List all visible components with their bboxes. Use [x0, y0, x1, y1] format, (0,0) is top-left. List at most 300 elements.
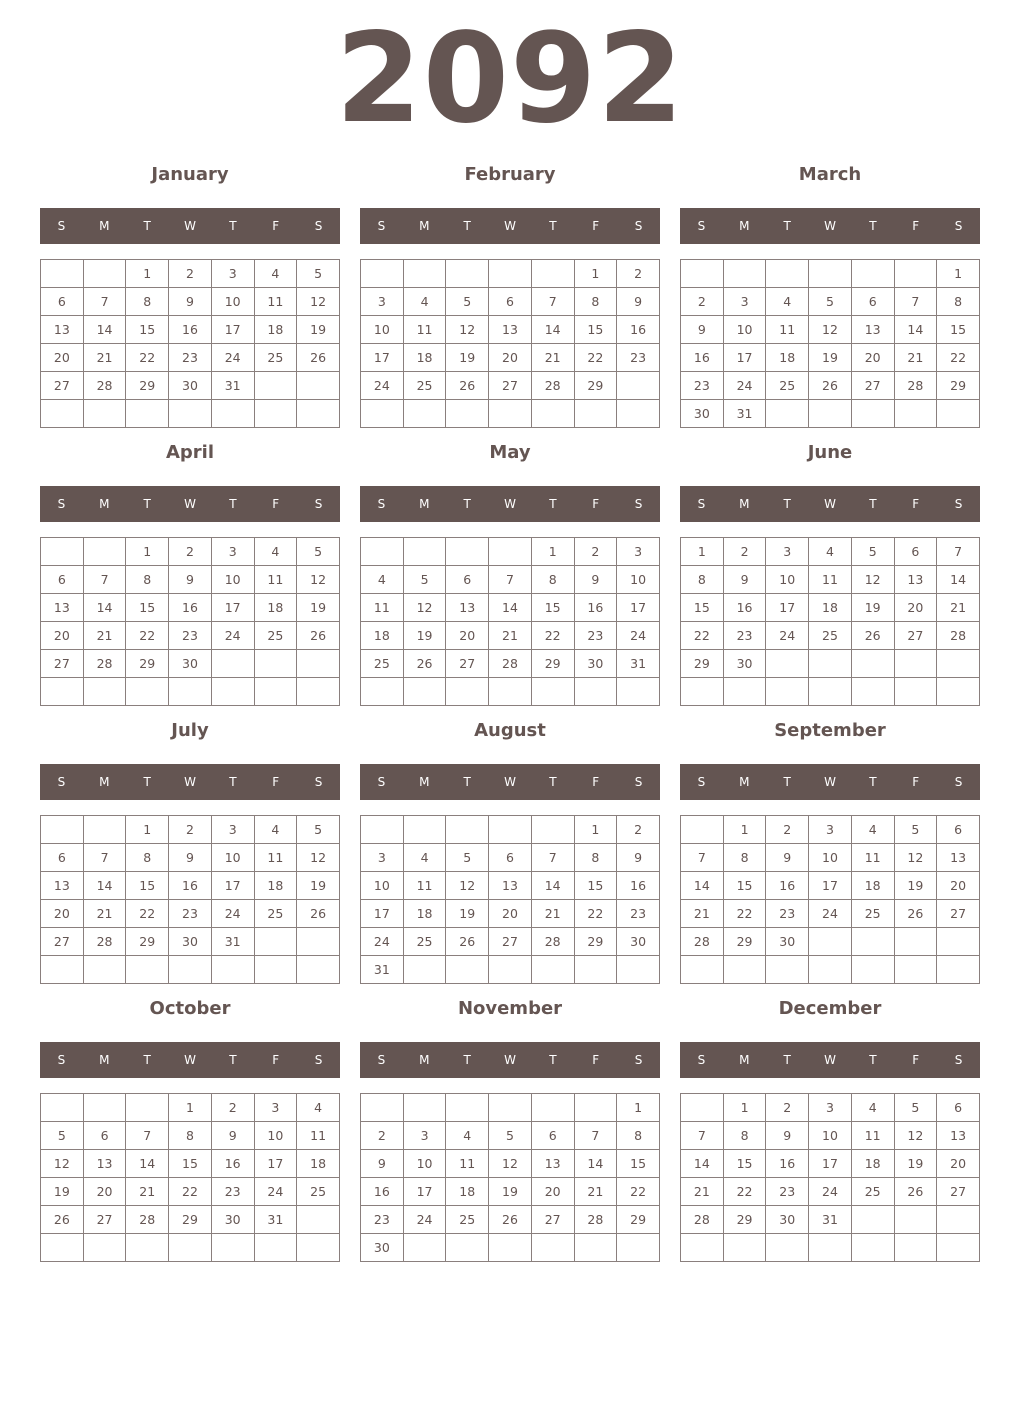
day-cell[interactable]: 4: [809, 538, 852, 566]
day-cell[interactable]: 7: [937, 538, 980, 566]
day-cell[interactable]: 4: [403, 844, 446, 872]
day-cell[interactable]: 10: [254, 1122, 297, 1150]
day-cell[interactable]: 19: [297, 316, 340, 344]
day-cell[interactable]: 3: [361, 844, 404, 872]
day-cell[interactable]: 8: [681, 566, 724, 594]
day-cell[interactable]: 30: [766, 1206, 809, 1234]
day-cell[interactable]: 18: [361, 622, 404, 650]
day-cell[interactable]: 6: [41, 288, 84, 316]
day-cell[interactable]: 19: [403, 622, 446, 650]
day-cell[interactable]: 6: [531, 1122, 574, 1150]
day-cell[interactable]: 3: [617, 538, 660, 566]
day-cell[interactable]: 1: [723, 1094, 766, 1122]
day-cell[interactable]: 1: [169, 1094, 212, 1122]
day-cell[interactable]: 12: [894, 1122, 937, 1150]
day-cell[interactable]: 26: [297, 344, 340, 372]
day-cell[interactable]: 30: [723, 650, 766, 678]
day-cell[interactable]: 3: [809, 816, 852, 844]
day-cell[interactable]: 20: [937, 1150, 980, 1178]
day-cell[interactable]: 8: [126, 566, 169, 594]
day-cell[interactable]: 19: [851, 594, 894, 622]
day-cell[interactable]: 20: [41, 622, 84, 650]
day-cell[interactable]: 23: [211, 1178, 254, 1206]
day-cell[interactable]: 12: [851, 566, 894, 594]
day-cell[interactable]: 6: [937, 816, 980, 844]
day-cell[interactable]: 27: [83, 1206, 126, 1234]
day-cell[interactable]: 20: [489, 344, 532, 372]
day-cell[interactable]: 2: [681, 288, 724, 316]
day-cell[interactable]: 25: [851, 900, 894, 928]
day-cell[interactable]: 13: [531, 1150, 574, 1178]
day-cell[interactable]: 22: [574, 344, 617, 372]
day-cell[interactable]: 16: [723, 594, 766, 622]
day-cell[interactable]: 2: [169, 260, 212, 288]
day-cell[interactable]: 16: [211, 1150, 254, 1178]
day-cell[interactable]: 28: [83, 372, 126, 400]
day-cell[interactable]: 28: [126, 1206, 169, 1234]
day-cell[interactable]: 30: [681, 400, 724, 428]
day-cell[interactable]: 25: [809, 622, 852, 650]
day-cell[interactable]: 26: [41, 1206, 84, 1234]
day-cell[interactable]: 26: [489, 1206, 532, 1234]
day-cell[interactable]: 6: [851, 288, 894, 316]
day-cell[interactable]: 8: [574, 844, 617, 872]
day-cell[interactable]: 23: [617, 900, 660, 928]
day-cell[interactable]: 29: [126, 650, 169, 678]
day-cell[interactable]: 12: [41, 1150, 84, 1178]
day-cell[interactable]: 26: [446, 372, 489, 400]
day-cell[interactable]: 30: [211, 1206, 254, 1234]
day-cell[interactable]: 4: [446, 1122, 489, 1150]
day-cell[interactable]: 9: [361, 1150, 404, 1178]
day-cell[interactable]: 22: [126, 344, 169, 372]
day-cell[interactable]: 11: [297, 1122, 340, 1150]
day-cell[interactable]: 14: [83, 594, 126, 622]
day-cell[interactable]: 27: [446, 650, 489, 678]
day-cell[interactable]: 7: [574, 1122, 617, 1150]
day-cell[interactable]: 3: [403, 1122, 446, 1150]
day-cell[interactable]: 28: [681, 928, 724, 956]
day-cell[interactable]: 16: [681, 344, 724, 372]
day-cell[interactable]: 15: [126, 594, 169, 622]
day-cell[interactable]: 11: [809, 566, 852, 594]
day-cell[interactable]: 18: [254, 316, 297, 344]
day-cell[interactable]: 4: [254, 260, 297, 288]
day-cell[interactable]: 14: [681, 1150, 724, 1178]
day-cell[interactable]: 25: [766, 372, 809, 400]
day-cell[interactable]: 22: [531, 622, 574, 650]
day-cell[interactable]: 13: [937, 1122, 980, 1150]
day-cell[interactable]: 18: [403, 344, 446, 372]
day-cell[interactable]: 9: [169, 566, 212, 594]
day-cell[interactable]: 29: [169, 1206, 212, 1234]
day-cell[interactable]: 17: [211, 594, 254, 622]
day-cell[interactable]: 22: [126, 900, 169, 928]
day-cell[interactable]: 4: [297, 1094, 340, 1122]
day-cell[interactable]: 12: [297, 566, 340, 594]
day-cell[interactable]: 27: [937, 1178, 980, 1206]
day-cell[interactable]: 12: [446, 872, 489, 900]
day-cell[interactable]: 20: [41, 900, 84, 928]
day-cell[interactable]: 19: [446, 344, 489, 372]
day-cell[interactable]: 15: [531, 594, 574, 622]
day-cell[interactable]: 6: [489, 844, 532, 872]
day-cell[interactable]: 28: [531, 372, 574, 400]
day-cell[interactable]: 12: [403, 594, 446, 622]
day-cell[interactable]: 20: [446, 622, 489, 650]
day-cell[interactable]: 21: [531, 900, 574, 928]
day-cell[interactable]: 16: [617, 872, 660, 900]
day-cell[interactable]: 18: [297, 1150, 340, 1178]
day-cell[interactable]: 9: [766, 1122, 809, 1150]
day-cell[interactable]: 9: [574, 566, 617, 594]
day-cell[interactable]: 28: [681, 1206, 724, 1234]
day-cell[interactable]: 23: [681, 372, 724, 400]
day-cell[interactable]: 29: [574, 372, 617, 400]
day-cell[interactable]: 25: [254, 622, 297, 650]
day-cell[interactable]: 11: [254, 288, 297, 316]
day-cell[interactable]: 18: [254, 594, 297, 622]
day-cell[interactable]: 29: [723, 928, 766, 956]
day-cell[interactable]: 30: [169, 650, 212, 678]
day-cell[interactable]: 25: [254, 344, 297, 372]
day-cell[interactable]: 2: [617, 260, 660, 288]
day-cell[interactable]: 17: [361, 900, 404, 928]
day-cell[interactable]: 20: [531, 1178, 574, 1206]
day-cell[interactable]: 27: [531, 1206, 574, 1234]
day-cell[interactable]: 29: [617, 1206, 660, 1234]
day-cell[interactable]: 27: [489, 372, 532, 400]
day-cell[interactable]: 14: [83, 316, 126, 344]
day-cell[interactable]: 9: [169, 288, 212, 316]
day-cell[interactable]: 1: [126, 538, 169, 566]
day-cell[interactable]: 4: [254, 538, 297, 566]
day-cell[interactable]: 15: [723, 872, 766, 900]
day-cell[interactable]: 16: [574, 594, 617, 622]
day-cell[interactable]: 21: [126, 1178, 169, 1206]
day-cell[interactable]: 13: [41, 594, 84, 622]
day-cell[interactable]: 13: [489, 316, 532, 344]
day-cell[interactable]: 31: [211, 928, 254, 956]
day-cell[interactable]: 15: [617, 1150, 660, 1178]
day-cell[interactable]: 18: [446, 1178, 489, 1206]
day-cell[interactable]: 23: [766, 900, 809, 928]
day-cell[interactable]: 17: [254, 1150, 297, 1178]
day-cell[interactable]: 13: [446, 594, 489, 622]
day-cell[interactable]: 5: [297, 816, 340, 844]
day-cell[interactable]: 22: [723, 1178, 766, 1206]
day-cell[interactable]: 29: [574, 928, 617, 956]
day-cell[interactable]: 29: [681, 650, 724, 678]
day-cell[interactable]: 1: [574, 816, 617, 844]
day-cell[interactable]: 7: [681, 1122, 724, 1150]
day-cell[interactable]: 10: [211, 844, 254, 872]
day-cell[interactable]: 4: [766, 288, 809, 316]
day-cell[interactable]: 5: [894, 1094, 937, 1122]
day-cell[interactable]: 23: [169, 900, 212, 928]
day-cell[interactable]: 6: [41, 566, 84, 594]
day-cell[interactable]: 20: [489, 900, 532, 928]
day-cell[interactable]: 16: [169, 316, 212, 344]
day-cell[interactable]: 29: [723, 1206, 766, 1234]
day-cell[interactable]: 14: [937, 566, 980, 594]
day-cell[interactable]: 24: [211, 900, 254, 928]
day-cell[interactable]: 11: [851, 844, 894, 872]
day-cell[interactable]: 30: [617, 928, 660, 956]
day-cell[interactable]: 25: [254, 900, 297, 928]
day-cell[interactable]: 29: [531, 650, 574, 678]
day-cell[interactable]: 19: [894, 872, 937, 900]
day-cell[interactable]: 17: [211, 872, 254, 900]
day-cell[interactable]: 19: [894, 1150, 937, 1178]
day-cell[interactable]: 13: [894, 566, 937, 594]
day-cell[interactable]: 30: [169, 372, 212, 400]
day-cell[interactable]: 21: [489, 622, 532, 650]
day-cell[interactable]: 13: [489, 872, 532, 900]
day-cell[interactable]: 11: [254, 566, 297, 594]
day-cell[interactable]: 10: [361, 872, 404, 900]
day-cell[interactable]: 22: [169, 1178, 212, 1206]
day-cell[interactable]: 29: [126, 928, 169, 956]
day-cell[interactable]: 11: [766, 316, 809, 344]
day-cell[interactable]: 23: [723, 622, 766, 650]
day-cell[interactable]: 23: [361, 1206, 404, 1234]
day-cell[interactable]: 23: [574, 622, 617, 650]
day-cell[interactable]: 13: [937, 844, 980, 872]
day-cell[interactable]: 13: [83, 1150, 126, 1178]
day-cell[interactable]: 18: [851, 872, 894, 900]
day-cell[interactable]: 10: [211, 566, 254, 594]
day-cell[interactable]: 3: [809, 1094, 852, 1122]
day-cell[interactable]: 20: [937, 872, 980, 900]
day-cell[interactable]: 17: [809, 1150, 852, 1178]
day-cell[interactable]: 5: [446, 844, 489, 872]
day-cell[interactable]: 14: [83, 872, 126, 900]
day-cell[interactable]: 23: [169, 344, 212, 372]
day-cell[interactable]: 3: [766, 538, 809, 566]
day-cell[interactable]: 11: [403, 316, 446, 344]
day-cell[interactable]: 29: [126, 372, 169, 400]
day-cell[interactable]: 7: [83, 566, 126, 594]
day-cell[interactable]: 10: [617, 566, 660, 594]
day-cell[interactable]: 7: [83, 844, 126, 872]
day-cell[interactable]: 5: [297, 538, 340, 566]
day-cell[interactable]: 3: [211, 260, 254, 288]
day-cell[interactable]: 5: [809, 288, 852, 316]
day-cell[interactable]: 11: [361, 594, 404, 622]
day-cell[interactable]: 13: [41, 316, 84, 344]
day-cell[interactable]: 9: [617, 844, 660, 872]
day-cell[interactable]: 16: [617, 316, 660, 344]
day-cell[interactable]: 2: [361, 1122, 404, 1150]
day-cell[interactable]: 11: [851, 1122, 894, 1150]
day-cell[interactable]: 14: [574, 1150, 617, 1178]
day-cell[interactable]: 12: [489, 1150, 532, 1178]
day-cell[interactable]: 27: [851, 372, 894, 400]
day-cell[interactable]: 21: [83, 622, 126, 650]
day-cell[interactable]: 28: [83, 928, 126, 956]
day-cell[interactable]: 24: [723, 372, 766, 400]
day-cell[interactable]: 23: [169, 622, 212, 650]
day-cell[interactable]: 5: [446, 288, 489, 316]
day-cell[interactable]: 14: [126, 1150, 169, 1178]
day-cell[interactable]: 15: [937, 316, 980, 344]
day-cell[interactable]: 24: [403, 1206, 446, 1234]
day-cell[interactable]: 28: [531, 928, 574, 956]
day-cell[interactable]: 21: [574, 1178, 617, 1206]
day-cell[interactable]: 21: [83, 344, 126, 372]
day-cell[interactable]: 30: [361, 1234, 404, 1262]
day-cell[interactable]: 19: [297, 594, 340, 622]
day-cell[interactable]: 28: [894, 372, 937, 400]
day-cell[interactable]: 30: [574, 650, 617, 678]
day-cell[interactable]: 25: [361, 650, 404, 678]
day-cell[interactable]: 18: [254, 872, 297, 900]
day-cell[interactable]: 6: [937, 1094, 980, 1122]
day-cell[interactable]: 9: [169, 844, 212, 872]
day-cell[interactable]: 7: [489, 566, 532, 594]
day-cell[interactable]: 10: [211, 288, 254, 316]
day-cell[interactable]: 2: [617, 816, 660, 844]
day-cell[interactable]: 10: [403, 1150, 446, 1178]
day-cell[interactable]: 26: [297, 900, 340, 928]
day-cell[interactable]: 3: [211, 816, 254, 844]
day-cell[interactable]: 5: [489, 1122, 532, 1150]
day-cell[interactable]: 6: [83, 1122, 126, 1150]
day-cell[interactable]: 8: [617, 1122, 660, 1150]
day-cell[interactable]: 7: [83, 288, 126, 316]
day-cell[interactable]: 27: [41, 650, 84, 678]
day-cell[interactable]: 3: [723, 288, 766, 316]
day-cell[interactable]: 8: [723, 1122, 766, 1150]
day-cell[interactable]: 25: [446, 1206, 489, 1234]
day-cell[interactable]: 24: [809, 900, 852, 928]
day-cell[interactable]: 1: [617, 1094, 660, 1122]
day-cell[interactable]: 20: [41, 344, 84, 372]
day-cell[interactable]: 7: [681, 844, 724, 872]
day-cell[interactable]: 14: [531, 316, 574, 344]
day-cell[interactable]: 15: [574, 872, 617, 900]
day-cell[interactable]: 11: [446, 1150, 489, 1178]
day-cell[interactable]: 7: [531, 288, 574, 316]
day-cell[interactable]: 20: [894, 594, 937, 622]
day-cell[interactable]: 1: [126, 816, 169, 844]
day-cell[interactable]: 20: [83, 1178, 126, 1206]
day-cell[interactable]: 8: [169, 1122, 212, 1150]
day-cell[interactable]: 26: [446, 928, 489, 956]
day-cell[interactable]: 26: [403, 650, 446, 678]
day-cell[interactable]: 17: [361, 344, 404, 372]
day-cell[interactable]: 16: [361, 1178, 404, 1206]
day-cell[interactable]: 6: [894, 538, 937, 566]
day-cell[interactable]: 8: [531, 566, 574, 594]
day-cell[interactable]: 3: [211, 538, 254, 566]
day-cell[interactable]: 4: [851, 1094, 894, 1122]
day-cell[interactable]: 7: [894, 288, 937, 316]
day-cell[interactable]: 28: [83, 650, 126, 678]
day-cell[interactable]: 18: [809, 594, 852, 622]
day-cell[interactable]: 26: [851, 622, 894, 650]
day-cell[interactable]: 26: [297, 622, 340, 650]
day-cell[interactable]: 15: [126, 872, 169, 900]
day-cell[interactable]: 26: [894, 1178, 937, 1206]
day-cell[interactable]: 12: [809, 316, 852, 344]
day-cell[interactable]: 18: [766, 344, 809, 372]
day-cell[interactable]: 12: [446, 316, 489, 344]
day-cell[interactable]: 8: [574, 288, 617, 316]
day-cell[interactable]: 27: [937, 900, 980, 928]
day-cell[interactable]: 1: [681, 538, 724, 566]
day-cell[interactable]: 24: [211, 622, 254, 650]
day-cell[interactable]: 14: [531, 872, 574, 900]
day-cell[interactable]: 5: [297, 260, 340, 288]
day-cell[interactable]: 31: [361, 956, 404, 984]
day-cell[interactable]: 13: [41, 872, 84, 900]
day-cell[interactable]: 22: [126, 622, 169, 650]
day-cell[interactable]: 26: [894, 900, 937, 928]
day-cell[interactable]: 24: [211, 344, 254, 372]
day-cell[interactable]: 19: [446, 900, 489, 928]
day-cell[interactable]: 17: [809, 872, 852, 900]
day-cell[interactable]: 9: [766, 844, 809, 872]
day-cell[interactable]: 22: [723, 900, 766, 928]
day-cell[interactable]: 31: [254, 1206, 297, 1234]
day-cell[interactable]: 1: [126, 260, 169, 288]
day-cell[interactable]: 14: [489, 594, 532, 622]
day-cell[interactable]: 17: [766, 594, 809, 622]
day-cell[interactable]: 30: [766, 928, 809, 956]
day-cell[interactable]: 21: [937, 594, 980, 622]
day-cell[interactable]: 2: [574, 538, 617, 566]
day-cell[interactable]: 27: [489, 928, 532, 956]
day-cell[interactable]: 19: [297, 872, 340, 900]
day-cell[interactable]: 28: [574, 1206, 617, 1234]
day-cell[interactable]: 31: [809, 1206, 852, 1234]
day-cell[interactable]: 4: [254, 816, 297, 844]
day-cell[interactable]: 17: [723, 344, 766, 372]
day-cell[interactable]: 15: [681, 594, 724, 622]
day-cell[interactable]: 26: [809, 372, 852, 400]
day-cell[interactable]: 6: [489, 288, 532, 316]
day-cell[interactable]: 12: [297, 844, 340, 872]
day-cell[interactable]: 24: [809, 1178, 852, 1206]
day-cell[interactable]: 19: [809, 344, 852, 372]
day-cell[interactable]: 25: [851, 1178, 894, 1206]
day-cell[interactable]: 10: [766, 566, 809, 594]
day-cell[interactable]: 27: [894, 622, 937, 650]
day-cell[interactable]: 25: [403, 928, 446, 956]
day-cell[interactable]: 22: [617, 1178, 660, 1206]
day-cell[interactable]: 3: [361, 288, 404, 316]
day-cell[interactable]: 16: [169, 594, 212, 622]
day-cell[interactable]: 31: [211, 372, 254, 400]
day-cell[interactable]: 12: [894, 844, 937, 872]
day-cell[interactable]: 14: [681, 872, 724, 900]
day-cell[interactable]: 12: [297, 288, 340, 316]
day-cell[interactable]: 21: [894, 344, 937, 372]
day-cell[interactable]: 1: [574, 260, 617, 288]
day-cell[interactable]: 31: [617, 650, 660, 678]
day-cell[interactable]: 5: [41, 1122, 84, 1150]
day-cell[interactable]: 7: [531, 844, 574, 872]
day-cell[interactable]: 20: [851, 344, 894, 372]
day-cell[interactable]: 21: [681, 1178, 724, 1206]
day-cell[interactable]: 10: [723, 316, 766, 344]
day-cell[interactable]: 24: [254, 1178, 297, 1206]
day-cell[interactable]: 15: [574, 316, 617, 344]
day-cell[interactable]: 13: [851, 316, 894, 344]
day-cell[interactable]: 21: [83, 900, 126, 928]
